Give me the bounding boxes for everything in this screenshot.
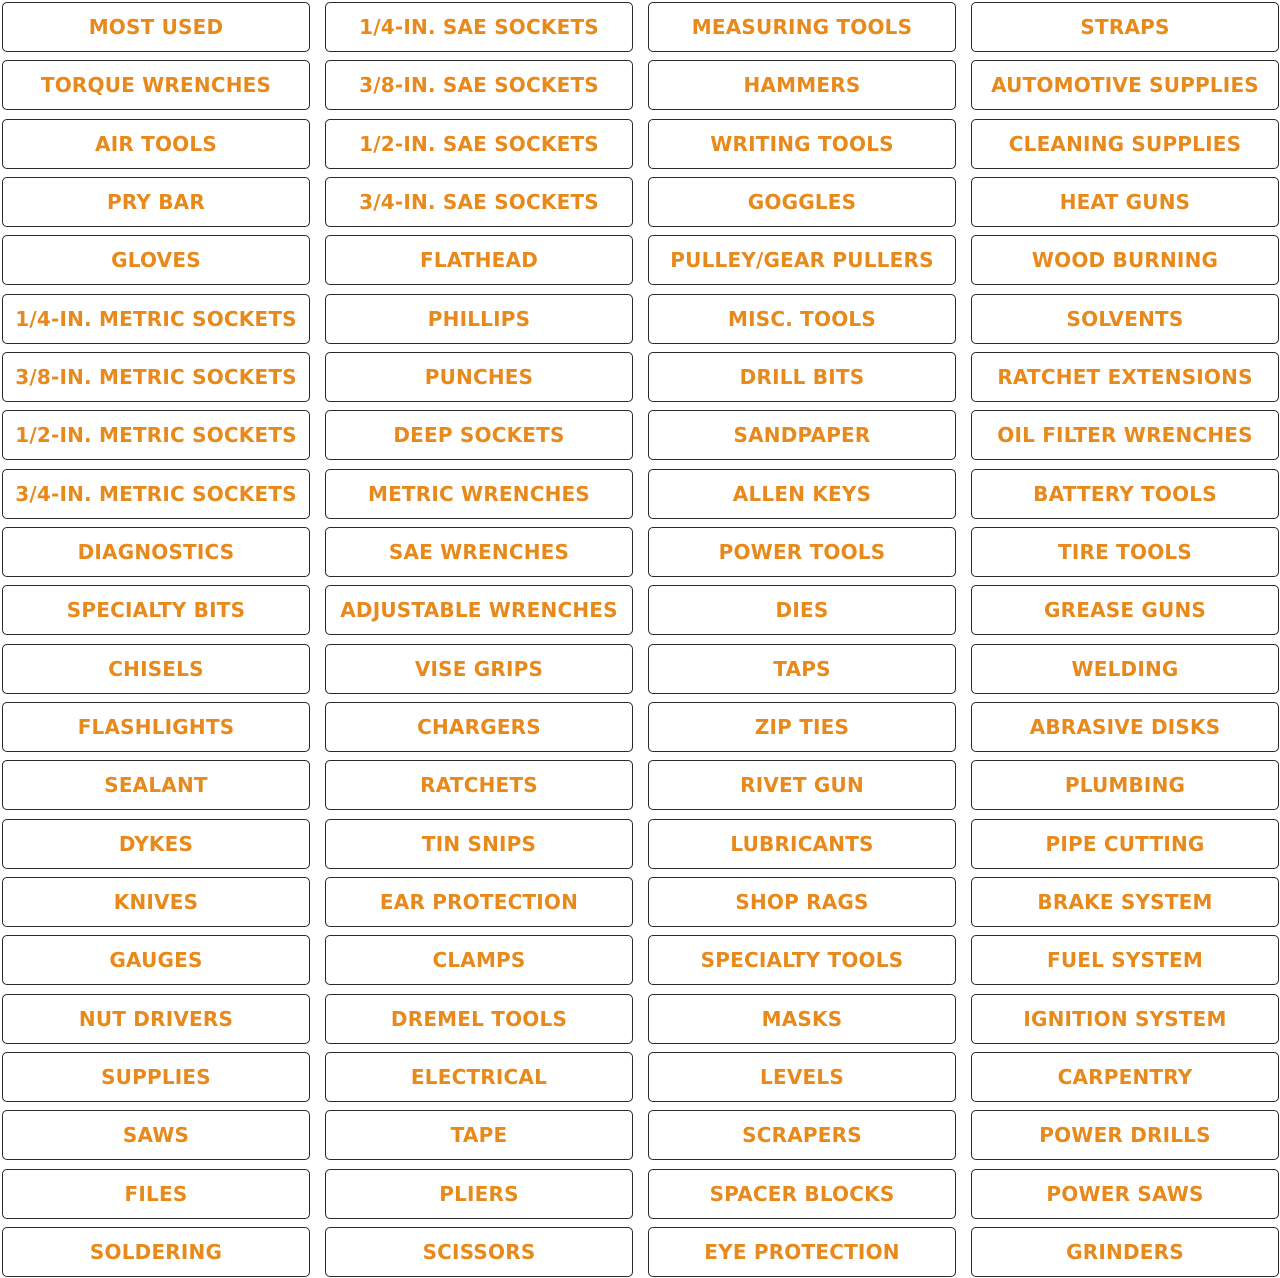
label-text: ALLEN KEYS xyxy=(732,481,872,506)
label-box xyxy=(648,760,956,810)
label-text: WELDING xyxy=(1071,656,1179,681)
label-box xyxy=(2,1052,310,1102)
label-box xyxy=(2,819,310,869)
label-box xyxy=(648,469,956,519)
label-box xyxy=(2,527,310,577)
label-text: WRITING TOOLS xyxy=(710,131,894,156)
label-box xyxy=(648,935,956,985)
label-box xyxy=(971,585,1279,635)
label-text: HAMMERS xyxy=(743,73,861,98)
label-text: 1/4-IN. METRIC SOCKETS xyxy=(15,306,297,331)
label-box xyxy=(2,760,310,810)
label-box xyxy=(325,352,633,402)
label-box xyxy=(648,294,956,344)
label-text: FLASHLIGHTS xyxy=(77,714,235,739)
label-box xyxy=(971,410,1279,460)
label-box xyxy=(2,1169,310,1219)
label-box xyxy=(648,1169,956,1219)
label-box xyxy=(325,1052,633,1102)
labels-sheet xyxy=(2,2,1278,1276)
label-box xyxy=(2,60,310,110)
label-text: SAE WRENCHES xyxy=(388,539,570,564)
label-text: EAR PROTECTION xyxy=(379,889,579,914)
label-text: DREMEL TOOLS xyxy=(390,1006,568,1031)
label-box xyxy=(325,1110,633,1160)
label-box xyxy=(648,1052,956,1102)
label-box xyxy=(2,644,310,694)
label-box xyxy=(648,994,956,1044)
label-box xyxy=(325,235,633,285)
label-text: BRAKE SYSTEM xyxy=(1037,889,1213,914)
label-box xyxy=(648,1227,956,1277)
label-text: TORQUE WRENCHES xyxy=(40,73,272,98)
label-text: 1/2-IN. METRIC SOCKETS xyxy=(15,423,297,448)
label-box xyxy=(971,1169,1279,1219)
label-box xyxy=(648,1110,956,1160)
label-box xyxy=(971,702,1279,752)
label-text: VISE GRIPS xyxy=(414,656,544,681)
label-box xyxy=(971,469,1279,519)
label-text: ZIP TIES xyxy=(754,714,850,739)
label-box xyxy=(648,527,956,577)
label-box xyxy=(971,294,1279,344)
label-box xyxy=(971,877,1279,927)
label-box xyxy=(325,877,633,927)
label-text: 1/4-IN. SAE SOCKETS xyxy=(359,15,599,39)
label-text: GREASE GUNS xyxy=(1044,598,1206,623)
label-box xyxy=(325,177,633,227)
label-box xyxy=(648,644,956,694)
label-box xyxy=(325,1227,633,1277)
label-text: DEEP SOCKETS xyxy=(393,423,565,448)
label-box xyxy=(325,1169,633,1219)
label-text: TIRE TOOLS xyxy=(1058,539,1192,564)
label-text: AUTOMOTIVE SUPPLIES xyxy=(991,73,1259,98)
label-box xyxy=(971,935,1279,985)
label-box xyxy=(2,119,310,169)
label-box xyxy=(2,469,310,519)
label-box xyxy=(648,585,956,635)
label-box xyxy=(971,819,1279,869)
label-text: POWER DRILLS xyxy=(1039,1123,1211,1148)
label-text: HEAT GUNS xyxy=(1059,189,1191,214)
label-text: ABRASIVE DISKS xyxy=(1029,714,1221,739)
label-box xyxy=(325,760,633,810)
label-text: SEALANT xyxy=(104,773,208,798)
label-box xyxy=(325,60,633,110)
label-box xyxy=(2,585,310,635)
label-text: STRAPS xyxy=(1080,15,1170,39)
label-box xyxy=(325,527,633,577)
label-box xyxy=(971,1052,1279,1102)
label-text: POWER TOOLS xyxy=(718,539,886,564)
label-text: SPECIALTY TOOLS xyxy=(700,948,904,973)
label-text: PLIERS xyxy=(439,1181,519,1206)
label-box xyxy=(648,60,956,110)
label-text: SOLVENTS xyxy=(1066,306,1184,331)
label-box xyxy=(648,119,956,169)
label-box xyxy=(2,352,310,402)
label-box xyxy=(2,410,310,460)
label-text: CHARGERS xyxy=(417,714,541,739)
label-box xyxy=(2,235,310,285)
label-text: SUPPLIES xyxy=(101,1064,211,1089)
label-text: RATCHETS xyxy=(420,773,538,798)
label-text: PHILLIPS xyxy=(427,306,531,331)
label-box xyxy=(971,1227,1279,1277)
label-text: SAWS xyxy=(122,1123,190,1148)
label-text: MASKS xyxy=(761,1006,843,1031)
label-box xyxy=(971,760,1279,810)
label-box xyxy=(648,877,956,927)
label-box xyxy=(2,177,310,227)
label-box xyxy=(971,644,1279,694)
label-box xyxy=(325,935,633,985)
label-text: EYE PROTECTION xyxy=(704,1239,900,1264)
label-box xyxy=(971,1110,1279,1160)
label-box xyxy=(2,877,310,927)
label-box xyxy=(325,819,633,869)
label-box xyxy=(325,585,633,635)
label-text: POWER SAWS xyxy=(1046,1181,1204,1206)
label-text: SPECIALTY BITS xyxy=(66,598,246,623)
label-text: PULLEY/GEAR PULLERS xyxy=(670,248,934,273)
label-box xyxy=(325,994,633,1044)
label-box xyxy=(325,469,633,519)
label-text: TIN SNIPS xyxy=(421,831,537,856)
label-box xyxy=(648,819,956,869)
label-box xyxy=(325,2,633,52)
label-text: RATCHET EXTENSIONS xyxy=(997,364,1253,389)
label-text: PUNCHES xyxy=(424,364,534,389)
label-text: DIAGNOSTICS xyxy=(77,539,235,564)
label-text: 3/8-IN. SAE SOCKETS xyxy=(359,73,599,98)
label-box xyxy=(648,2,956,52)
label-text: OIL FILTER WRENCHES xyxy=(997,423,1253,448)
label-box xyxy=(648,177,956,227)
label-text: GRINDERS xyxy=(1066,1239,1184,1264)
label-box xyxy=(325,119,633,169)
label-box xyxy=(648,410,956,460)
label-text: RIVET GUN xyxy=(740,773,864,798)
label-box xyxy=(971,60,1279,110)
label-text: 3/4-IN. SAE SOCKETS xyxy=(359,189,599,214)
label-text: TAPE xyxy=(450,1123,508,1148)
label-text: CLAMPS xyxy=(432,948,526,973)
label-box xyxy=(648,352,956,402)
label-text: KNIVES xyxy=(113,889,199,914)
label-box xyxy=(971,235,1279,285)
label-box xyxy=(2,1110,310,1160)
label-text: ELECTRICAL xyxy=(410,1064,548,1089)
label-box xyxy=(2,2,310,52)
label-text: FUEL SYSTEM xyxy=(1047,948,1203,973)
label-box xyxy=(325,410,633,460)
label-box xyxy=(971,2,1279,52)
label-text: DYKES xyxy=(118,831,194,856)
label-box xyxy=(971,119,1279,169)
label-text: SOLDERING xyxy=(89,1239,223,1264)
label-text: PLUMBING xyxy=(1064,773,1186,798)
label-text: GAUGES xyxy=(109,948,203,973)
label-box xyxy=(648,235,956,285)
label-box xyxy=(971,352,1279,402)
label-box xyxy=(325,702,633,752)
label-box xyxy=(325,644,633,694)
label-text: GOGGLES xyxy=(747,189,857,214)
label-text: SCRAPERS xyxy=(742,1123,862,1148)
label-text: DIES xyxy=(775,598,829,623)
label-text: IGNITION SYSTEM xyxy=(1023,1006,1227,1031)
label-text: ADJUSTABLE WRENCHES xyxy=(340,598,618,623)
label-text: SCISSORS xyxy=(422,1239,536,1264)
label-box xyxy=(2,702,310,752)
label-text: DRILL BITS xyxy=(739,364,865,389)
label-text: SHOP RAGS xyxy=(735,889,869,914)
label-box xyxy=(2,294,310,344)
label-text: MISC. TOOLS xyxy=(728,306,876,331)
label-text: CARPENTRY xyxy=(1057,1064,1193,1089)
label-box xyxy=(325,294,633,344)
label-text: NUT DRIVERS xyxy=(78,1006,234,1031)
label-box xyxy=(971,177,1279,227)
label-box xyxy=(2,994,310,1044)
label-text: FILES xyxy=(124,1181,188,1206)
label-text: 1/2-IN. SAE SOCKETS xyxy=(359,131,599,156)
label-text: SPACER BLOCKS xyxy=(709,1181,895,1206)
label-text: WOOD BURNING xyxy=(1031,248,1219,273)
label-text: 3/8-IN. METRIC SOCKETS xyxy=(15,364,297,389)
label-text: 3/4-IN. METRIC SOCKETS xyxy=(15,481,297,506)
label-box xyxy=(648,702,956,752)
label-box xyxy=(971,527,1279,577)
label-text: MEASURING TOOLS xyxy=(691,15,913,39)
label-text: LUBRICANTS xyxy=(730,831,874,856)
label-text: AIR TOOLS xyxy=(95,131,217,156)
label-text: TAPS xyxy=(773,656,831,681)
label-box xyxy=(2,935,310,985)
label-text: MOST USED xyxy=(88,15,224,39)
label-text: CLEANING SUPPLIES xyxy=(1008,131,1242,156)
label-text: FLATHEAD xyxy=(419,248,539,273)
label-text: SANDPAPER xyxy=(733,423,871,448)
label-box xyxy=(2,1227,310,1277)
label-text: GLOVES xyxy=(111,248,201,273)
label-box xyxy=(971,994,1279,1044)
label-text: PIPE CUTTING xyxy=(1045,831,1205,856)
label-text: LEVELS xyxy=(760,1064,844,1089)
label-text: PRY BAR xyxy=(107,189,205,214)
label-text: CHISELS xyxy=(108,656,204,681)
label-text: BATTERY TOOLS xyxy=(1033,481,1217,506)
label-text: METRIC WRENCHES xyxy=(367,481,591,506)
